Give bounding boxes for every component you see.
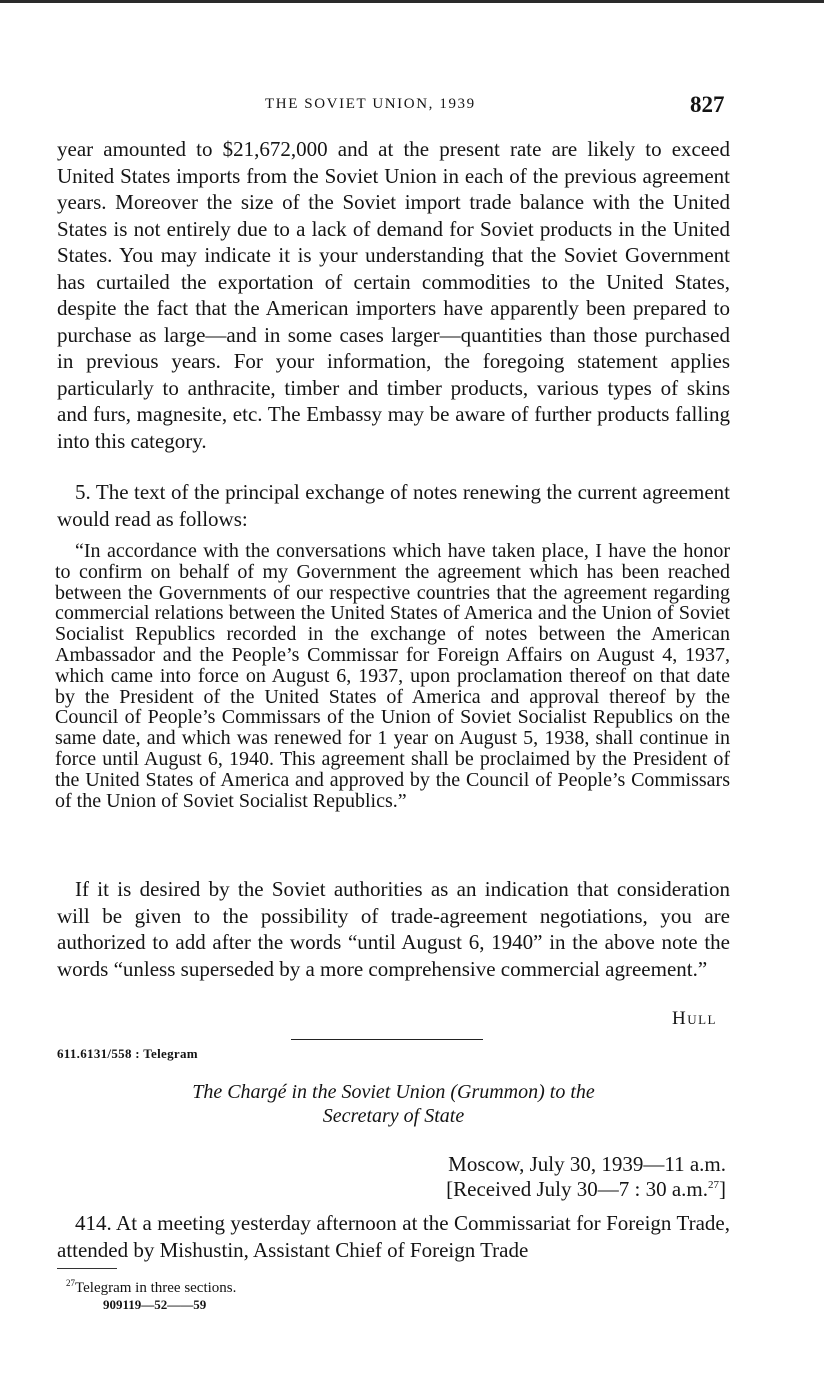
- footnote: [66, 1278, 236, 1297]
- signature: Hull: [672, 1008, 717, 1029]
- document-title-line-1: The Chargé in the Soviet Union (Grummon) to the: [192, 1081, 595, 1103]
- footnote-reference: 27: [708, 1179, 719, 1191]
- body-paragraph-1: year amounted to $21,672,000 and at the present rate are likely to exceed United States imports from the Soviet Union in each of the previous agreement years. Moreover the size of the Soviet import trade balance with the United States is not entirely due to a lack of demand for Soviet products in the United States. You may indicate it is your understanding that the Soviet Government has curtailed the exportation of certain commodities to the United States, despite the fact that the American importers have apparently been prepared to purchase as large—and in some cases larger—quantities than those purchased in previous years. For your information, the foregoing statement applies particularly to anthracite, timber and timber products, various types of skins and furs, magnesite, etc. The Embassy may be aware of further products falling into this category.: [57, 137, 730, 453]
- printer-code: 909119—52——59: [103, 1297, 207, 1312]
- received-line: [380, 1177, 726, 1202]
- page-number: 827: [690, 92, 725, 117]
- dateline: Moscow, July 30, 1939—11 a.m.: [448, 1152, 726, 1176]
- body-paragraph-3: If it is desired by the Soviet authorities as an indication that consideration will be given to the possibility of trade-agreement negotiations, you are authorized to add after the words “until August 6, 1940” in the above note the words “unless superseded by a more comprehensive commercial agreement.”: [57, 877, 730, 981]
- file-reference: 611.6131/558 : Telegram: [57, 1046, 198, 1061]
- body-paragraph-2: 5. The text of the principal exchange of notes renewing the current agreement would read as follows:: [57, 480, 730, 531]
- quoted-note: “In accordance with the conversations which have taken place, I have the honor to confirm on behalf of my Government the agreement which has been reached between the Governments of our respective countries that the agreement regarding commercial relations between the United States of America and the Union of Soviet Socialist Republics recorded in the exchange of notes between the American Ambassador and the People’s Commissar for Foreign Affairs on August 4, 1937, which came into force on August 6, 1937, upon proclamation thereof on that date by the President of the United States of America and approval thereof by the Council of People’s Commissars of the Union of Soviet Socialist Republics on the same date, and which was renewed for 1 year on August 5, 1938, shall continue in force until August 6, 1940. This agreement shall be proclaimed by the President of the United States of America and approved by the Council of People’s Commissars of the Union of Soviet Socialist Republics.”: [55, 540, 730, 812]
- section-divider: [291, 1039, 483, 1040]
- telegram-paragraph: 414. At a meeting yesterday afternoon at the Commissariat for Foreign Trade, attended by Mishustin, Assistant Chief of Foreign Trade: [57, 1211, 730, 1262]
- received-text: [Received July 30—7 : 30 a.m.: [446, 1177, 708, 1201]
- footnote-rule: [57, 1268, 117, 1269]
- top-border-rule: [0, 0, 824, 3]
- document-title: [57, 1080, 730, 1128]
- running-head: [0, 92, 824, 122]
- running-title: THE SOVIET UNION, 1939: [265, 96, 476, 112]
- received-close: ]: [719, 1177, 726, 1201]
- footnote-text: Telegram in three sections.: [75, 1280, 237, 1296]
- document-title-line-2: Secretary of State: [322, 1105, 465, 1127]
- footnote-mark: 27: [66, 1278, 75, 1288]
